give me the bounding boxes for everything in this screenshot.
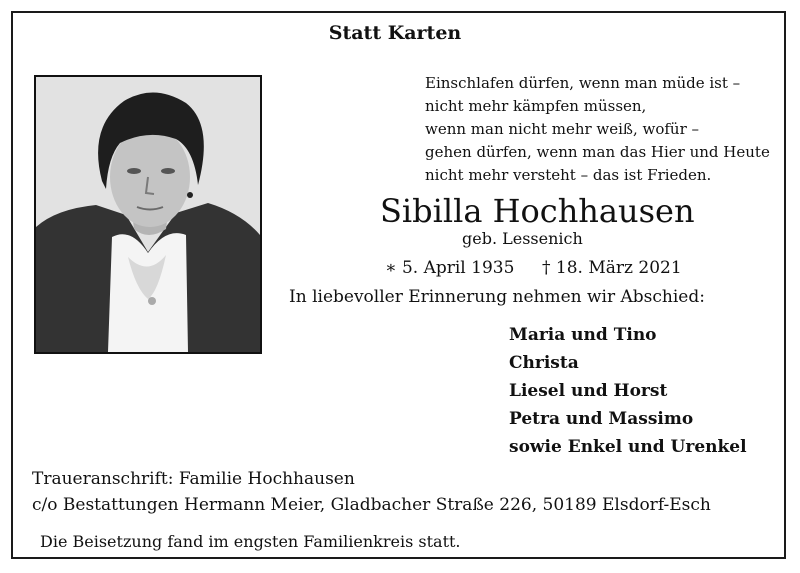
mourner-name: Petra und Massimo bbox=[509, 409, 694, 429]
poem-line: wenn man nicht mehr weiß, wofür – bbox=[425, 120, 700, 138]
poem-line: gehen dürfen, wenn man das Hier und Heute bbox=[425, 143, 770, 161]
portrait-image bbox=[36, 77, 260, 352]
mourner-name: Liesel und Horst bbox=[509, 381, 668, 401]
mourners-list bbox=[509, 321, 747, 461]
birth-date: ∗ 5. April 1935 bbox=[385, 258, 515, 278]
farewell-text: In liebevoller Erinnerung nehmen wir Abschied: bbox=[289, 287, 705, 307]
poem bbox=[425, 72, 770, 187]
address-line-2: c/o Bestattungen Hermann Meier, Gladbacher Straße 226, 50189 Elsdorf-Esch bbox=[32, 495, 711, 515]
mourner-name: Christa bbox=[509, 353, 579, 373]
mourner-name: sowie Enkel und Urenkel bbox=[509, 437, 747, 457]
deceased-name: Sibilla Hochhausen bbox=[380, 192, 695, 230]
poem-line: nicht mehr versteht – das ist Frieden. bbox=[425, 166, 712, 184]
mourner-name: Maria und Tino bbox=[509, 325, 657, 345]
address-line-1: Traueranschrift: Familie Hochhausen bbox=[32, 469, 355, 489]
death-date: † 18. März 2021 bbox=[542, 258, 682, 278]
poem-line: nicht mehr kämpfen müssen, bbox=[425, 97, 647, 115]
portrait-photo bbox=[34, 75, 262, 354]
birth-name: geb. Lessenich bbox=[462, 229, 583, 248]
burial-note: Die Beisetzung fand im engsten Familienkreis statt. bbox=[40, 532, 461, 551]
notice-heading: Statt Karten bbox=[328, 22, 462, 44]
poem-line: Einschlafen dürfen, wenn man müde ist – bbox=[425, 74, 741, 92]
